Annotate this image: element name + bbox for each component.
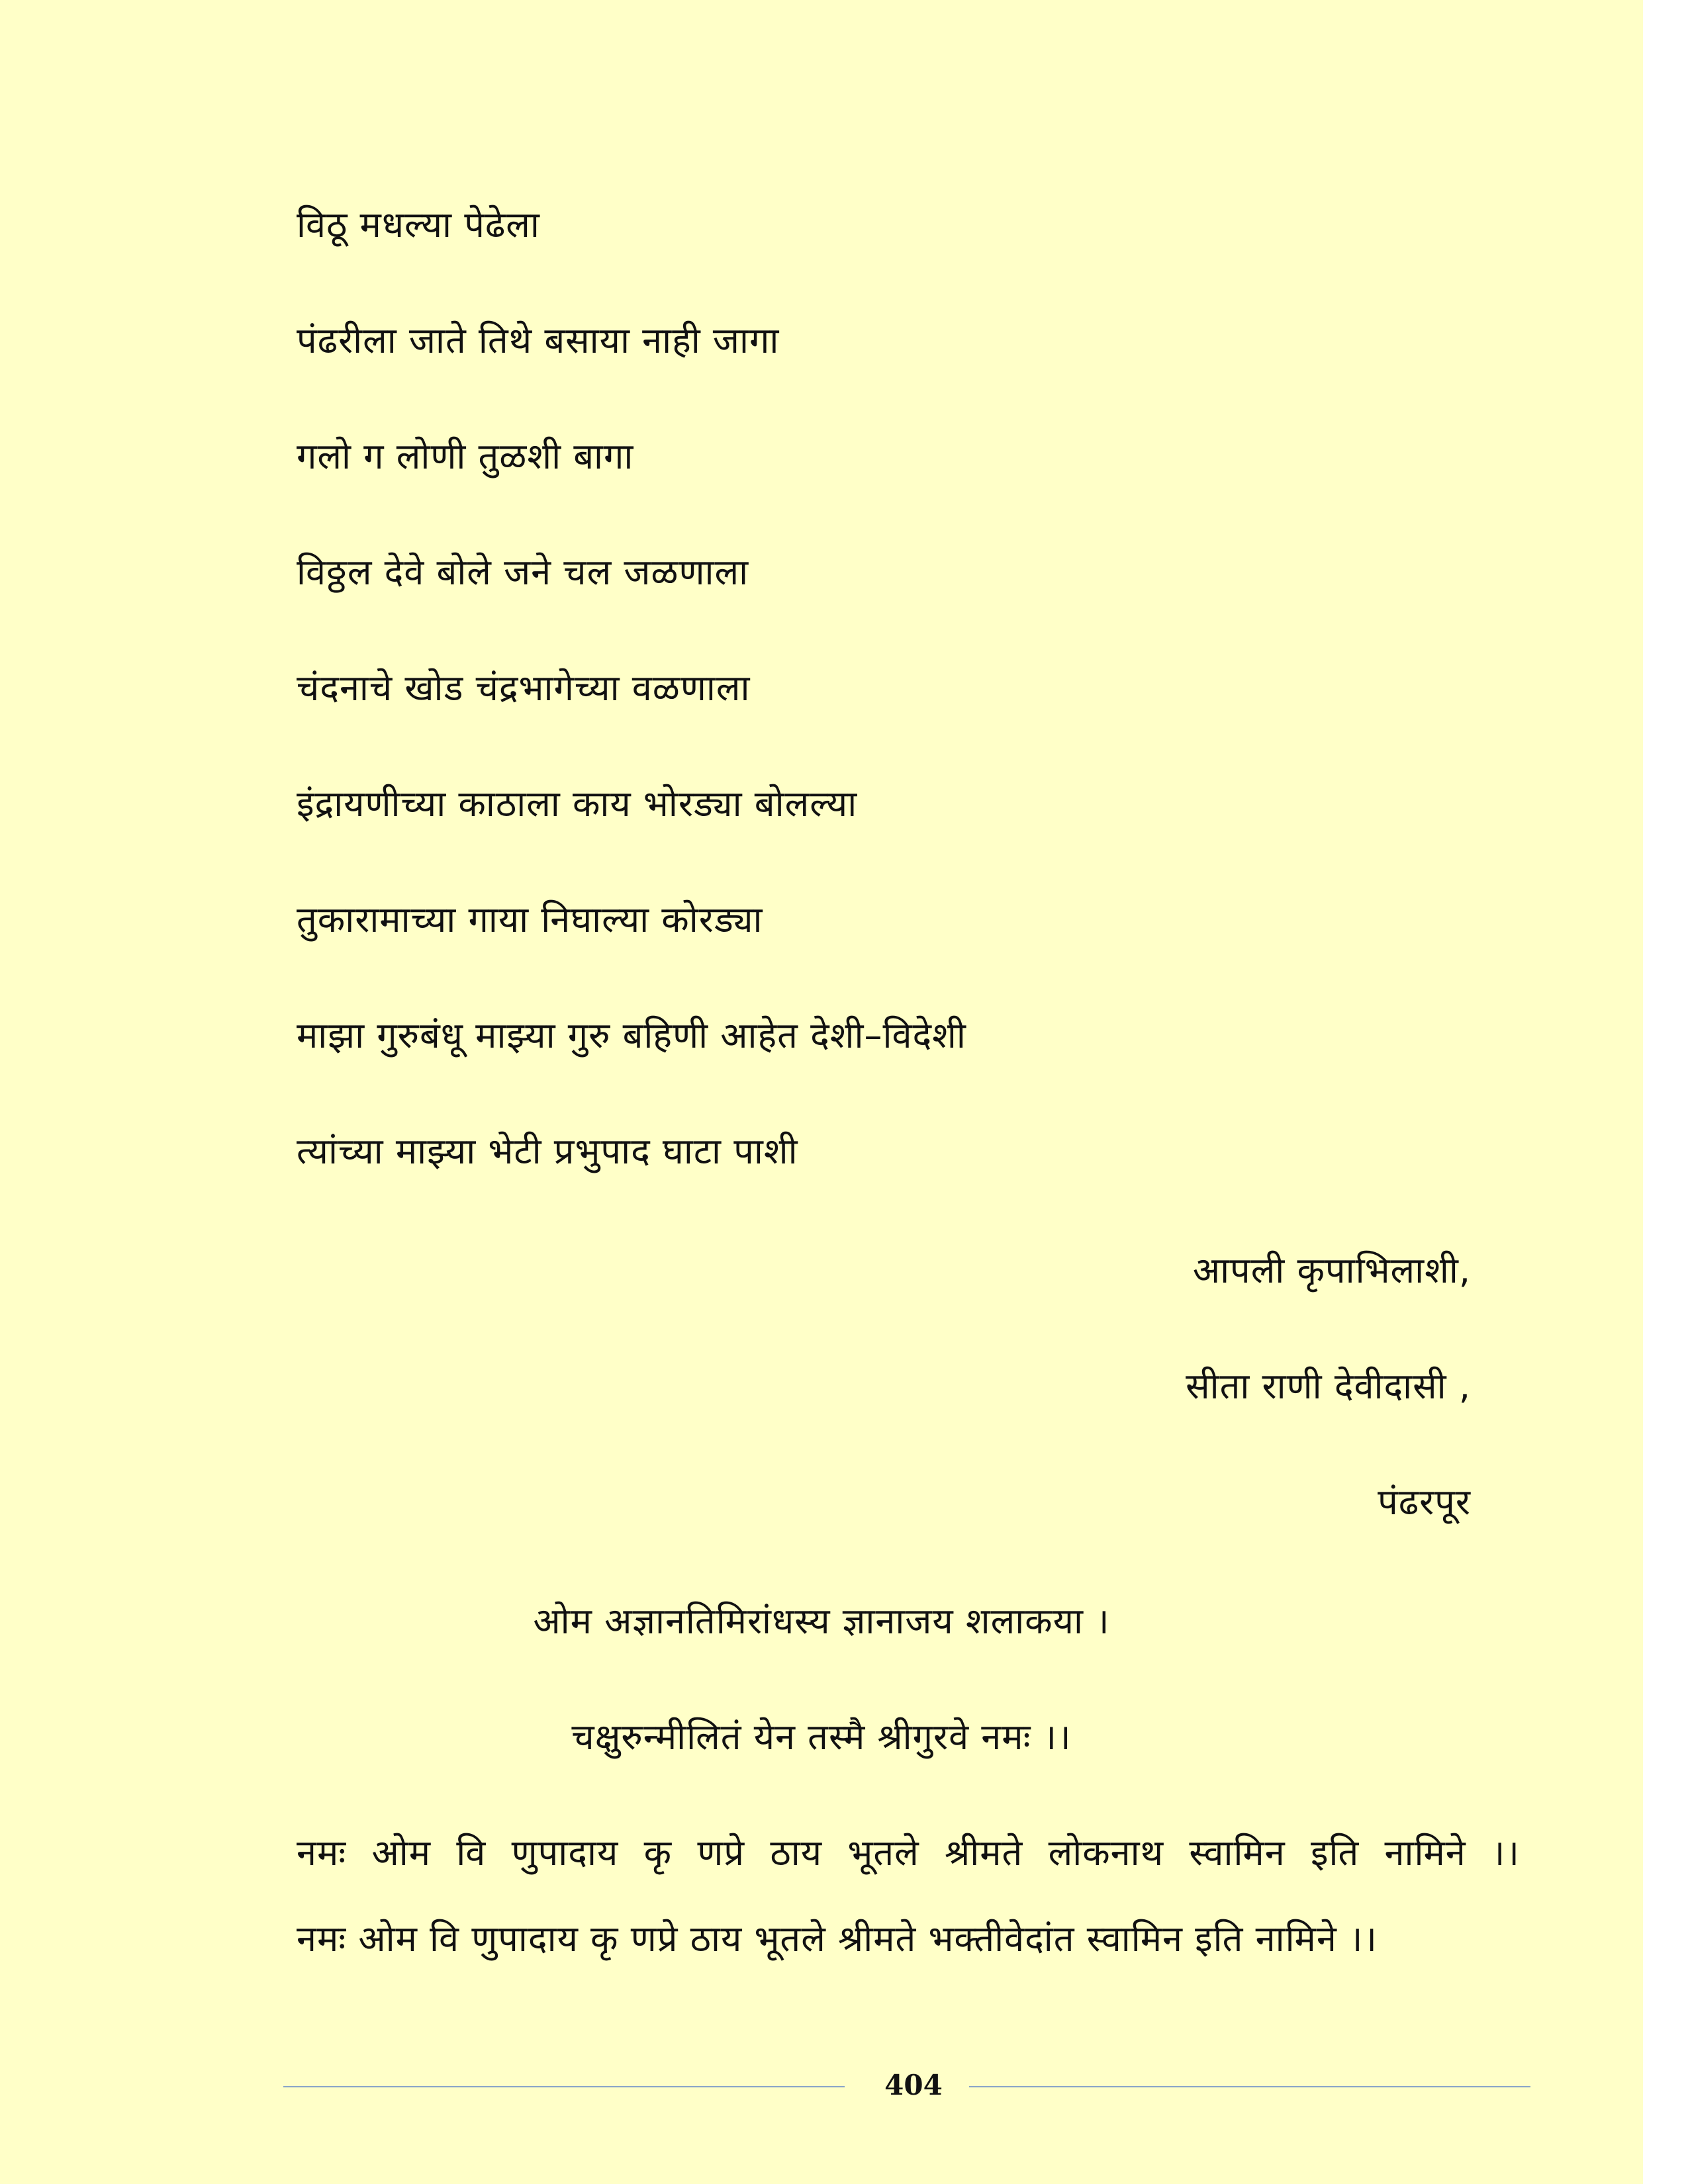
page-margin <box>1643 0 1688 2184</box>
prayer-line-2: चक्षुरुन्मीलितं येन तस्मै श्रीगुरवे नमः ।। <box>571 1716 1072 1758</box>
poem-line-4: विठ्ठल देवे बोले जने चल जळणाला <box>297 551 749 593</box>
poem-line-2: पंढरीला जाते तिथे बसाया नाही जागा <box>297 320 780 361</box>
signature-name: सीता राणी देवीदासी , <box>1186 1365 1471 1407</box>
footer-rule-left <box>283 2086 845 2087</box>
page-number: 404 <box>884 2069 943 2101</box>
poem-line-7: तुकारामाच्या गाया निघाल्या कोरड्या <box>297 899 763 940</box>
poem-line-6: इंद्रायणीच्या काठाला काय भोरड्या बोलल्या <box>297 783 858 825</box>
poem-line-3: गलो ग लोणी तुळशी बागा <box>297 435 634 477</box>
poem-line-5: चंदनाचे खोड चंद्रभागेच्या वळणाला <box>297 667 751 709</box>
signature-closing: आपली कृपाभिलाशी, <box>1192 1250 1471 1291</box>
footer-rule-right <box>969 2086 1530 2087</box>
prayer-line-4: नमः ओम वि णुपादाय कृ णप्रे ठाय भूतले श्रीमते भक्तीवेदांत स्वामिन इति नामिने ।। <box>297 1918 1378 1960</box>
poem-line-8: माझा गुरुबंधू माझ्या गुरु बहिणी आहेत देशी–विदेशी <box>297 1015 966 1056</box>
poem-line-9: त्यांच्या माझ्या भेटी प्रभुपाद घाटा पाशी <box>297 1130 798 1172</box>
signature-place: पंढरपूर <box>1378 1481 1471 1523</box>
prayer-line-3: नमः ओम वि णुपादाय कृ णप्रे ठाय भूतले श्रीमते लोकनाथ स्वामिन इति नामिने ।। <box>297 1832 1520 1874</box>
prayer-line-1: ओम अज्ञानतिमिरांधस्य ज्ञानाजय शलाकया । <box>533 1600 1110 1642</box>
poem-line-1: विठू मधल्या पेढेला <box>297 204 540 246</box>
